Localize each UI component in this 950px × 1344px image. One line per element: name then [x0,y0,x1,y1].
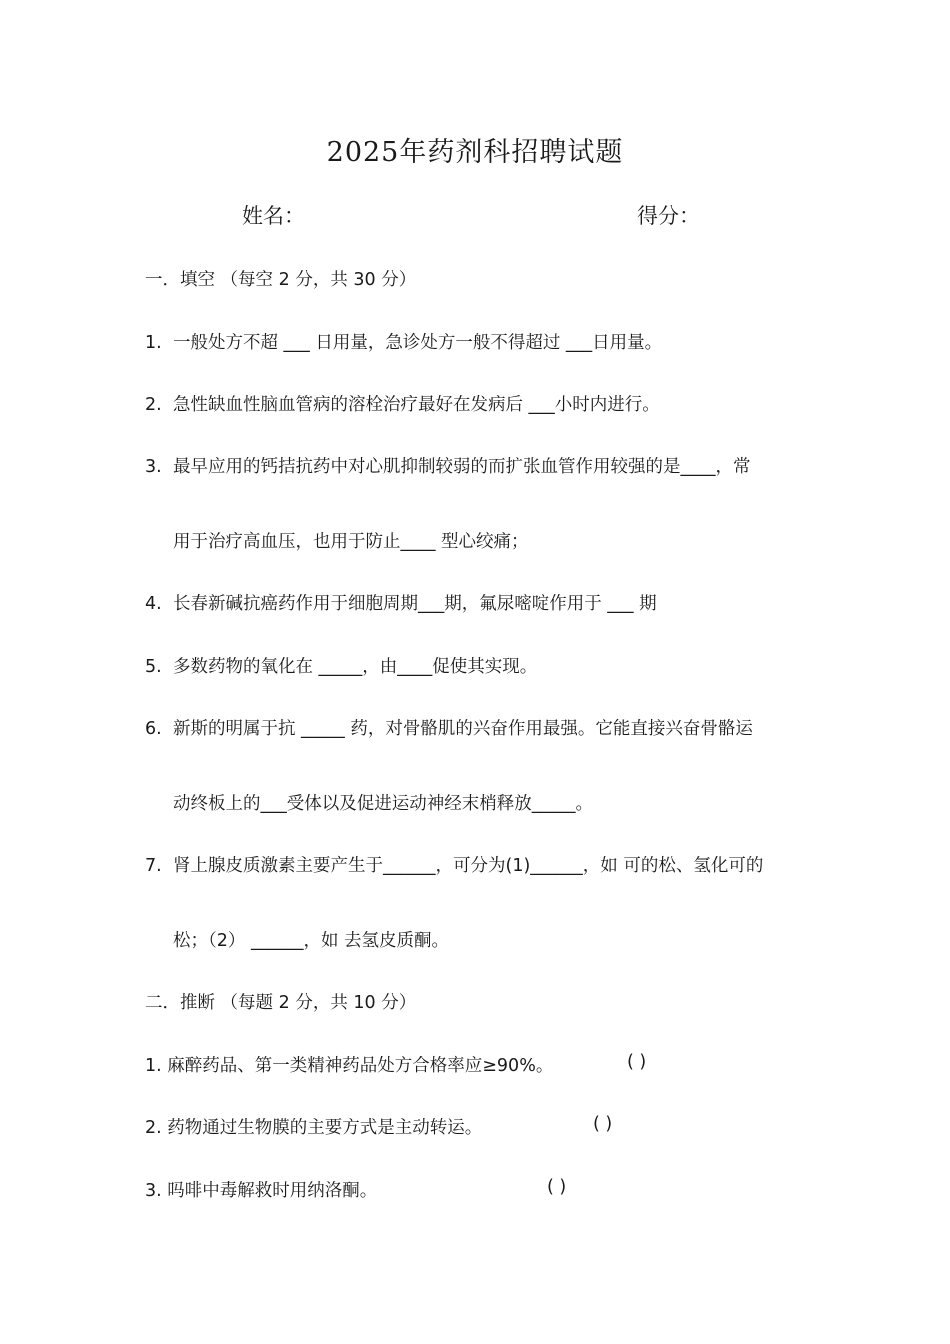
question-number: 6. [145,719,162,739]
question-text: 一般处方不超 ___ 日用量，急诊处方一般不得超过 ___日用量。 [173,333,663,353]
question-number: 7. [145,856,162,876]
question-text: 新斯的明属于抗 _____ 药，对骨骼肌的兴奋作用最强。它能直接兴奋骨骼运 [173,719,753,739]
judge-question-3 [145,1177,377,1202]
question-text: 多数药物的氧化在 _____，由____促使其实现。 [173,657,538,677]
question-text: 长春新碱抗癌药作用于细胞周期___期，氟尿嘧啶作用于 ___ 期 [173,594,657,614]
question-number: 5. [145,657,162,677]
question-text: 2. 药物通过生物膜的主要方式是主动转运。 [145,1118,483,1138]
question-1 [145,329,662,354]
question-3-continued: 用于治疗高血压，也用于防止____ 型心绞痛； [173,532,529,552]
answer-parentheses: ( ) [627,1052,647,1072]
question-3 [145,453,751,478]
section2-heading: 二．推断 （每题 2 分，共 10 分） [145,993,417,1013]
section1-heading: 一．填空 （每空 2 分，共 30 分） [145,270,417,290]
answer-parentheses: ( ) [593,1114,613,1134]
question-number: 4. [145,594,162,614]
answer-parentheses: ( ) [547,1177,567,1197]
judge-question-2 [145,1114,482,1139]
question-2 [145,391,660,416]
question-7 [145,852,763,877]
question-4 [145,590,657,615]
question-text: 3. 吗啡中毒解救时用纳洛酮。 [145,1181,378,1201]
question-text: 肾上腺皮质激素主要产生于______，可分为(1)______，如 可的松、氢化可的 [173,856,764,876]
question-5 [145,653,537,678]
question-text: 急性缺血性脑血管病的溶栓治疗最好在发病后 ___小时内进行。 [173,395,660,415]
name-label: 姓名： [242,204,305,228]
question-7-continued: 松；（2） ______，如 去氢皮质酮。 [173,931,450,951]
question-6 [145,715,753,740]
question-number: 2. [145,395,162,415]
page-title: 2025年药剂科招聘试题 [326,137,624,168]
judge-question-1 [145,1052,553,1077]
question-text: 1. 麻醉药品、第一类精神药品处方合格率应≥90%。 [145,1056,554,1076]
question-number: 1. [145,333,162,353]
question-6-continued: 动终板上的___受体以及促进运动神经末梢释放_____。 [173,794,593,814]
question-number: 3. [145,457,162,477]
question-text: 最早应用的钙拮抗药中对心肌抑制较弱的而扩张血管作用较强的是____，常 [173,457,751,477]
score-label: 得分： [637,204,700,228]
